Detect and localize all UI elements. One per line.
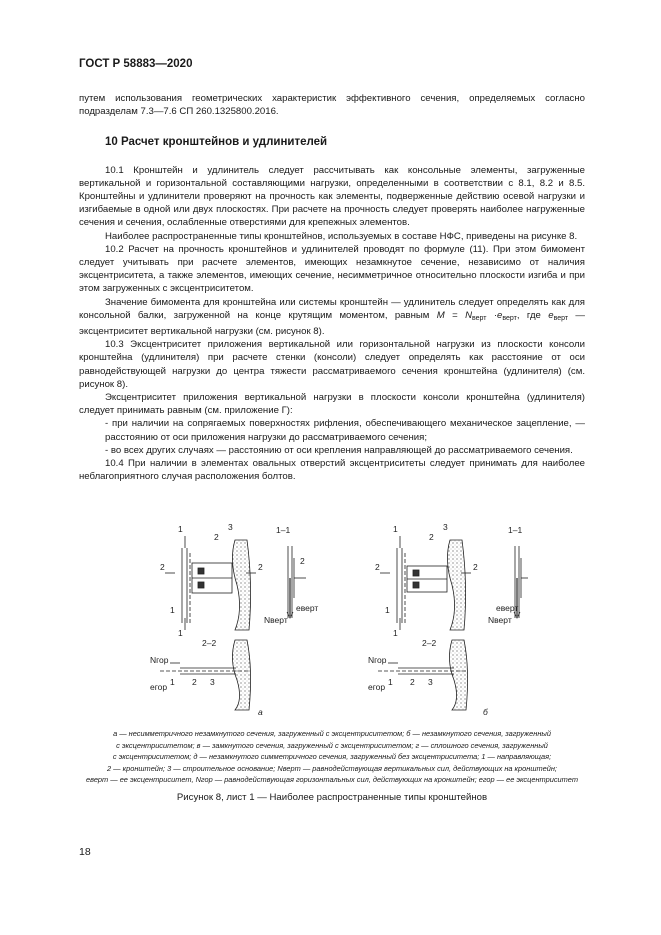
legend-line-1: а — несимметричного незамкнутого сечения, загруженный с эксцентриситетом; б — незамкнутого сечения, загруженный [113, 729, 551, 738]
variant-a-main-view [165, 536, 256, 630]
a-section-11-title: 1–1 [276, 525, 291, 535]
b-bracket-label: 2 [429, 532, 434, 542]
legend-line-5: eверт — ее эксцентриситет, Nгор — равнодействующая горизонтальных сил, действующих на кронштейн; eгор — ее эксцентриситет [86, 775, 578, 785]
a-cut2-left-label: 2 [160, 562, 165, 572]
a-s22-base: 3 [210, 677, 215, 687]
bullet-2: - во всех других случаях — расстоянию от оси крепления направляющей до рассматриваемого сечения. [105, 444, 573, 456]
intro-paragraph: путем использования геометрических характеристик эффективного сечения, определяемых согласно подразделам 7.3—7.6 СП 260.1325800.2016. [79, 93, 585, 118]
b-s22-bracket: 2 [410, 677, 415, 687]
b-cut2-right-label: 2 [473, 562, 478, 572]
b-rail-label: 1 [385, 605, 390, 615]
paragraph-eccentricity: Эксцентриситет приложения вертикальной нагрузки в плоскости консоли кронштейна (удлинителя) следует принимать равным (см. приложение Г): [79, 392, 585, 417]
a-base-label: 3 [228, 522, 233, 532]
a-bracket-label: 2 [214, 532, 219, 542]
paragraph-10-4: 10.4 При наличии в элементах овальных отверстий эксцентриситеты следует принимать для наиболее неблагоприятного случая расположения болтов. [79, 458, 585, 483]
b-cut1-top-label: 1 [393, 524, 398, 534]
figure-legend [79, 728, 585, 786]
a-cut1-top-label: 1 [178, 524, 183, 534]
a-nvert-label: Nверт [264, 615, 288, 625]
b-cut2-left-label: 2 [375, 562, 380, 572]
a-egor-label: eгор [150, 682, 168, 692]
legend-line-3: с эксцентриситетом; д — незамкнутого симметричного сечения, загруженный без эксцентриситета; 1 — направляющая; [112, 752, 552, 762]
b-egor-label: eгор [368, 682, 386, 692]
paragraph-10-2: 10.2 Расчет на прочность кронштейнов и удлинителей проводят по формуле (11). При этом бимомент следует учитывать при расчете элементов, имеющих незамкнутое сечение, независимо от наличия эксцентриситета, а также элементов, имеющих сечение, несимметричное относительно плоскости изгиба и при этом загруженных с эксцентриситетом. [79, 243, 585, 295]
a-s22-rail: 1 [170, 677, 175, 687]
variant-b-label: б [483, 707, 488, 717]
section-title: 10 Расчет кронштейнов и удлинителей [105, 136, 328, 149]
a-section-22-view [160, 640, 251, 710]
b-nvert-label: Nверт [488, 615, 512, 625]
a-cut2-right-label: 2 [258, 562, 263, 572]
main-text [79, 92, 585, 483]
figure-caption: Рисунок 8, лист 1 — Наиболее распространенные типы кронштейнов [176, 792, 488, 803]
variant-b-main-view [380, 536, 471, 630]
b-ngor-label: Nгор [368, 655, 387, 665]
a-rail-label: 1 [170, 605, 175, 615]
figure-8-brackets [140, 518, 530, 723]
b-section-22-title: 2–2 [422, 638, 437, 648]
paragraph-types: Наиболее распространенные типы кронштейнов, используемых в составе НФС, приведены на рисунке 8. [105, 230, 578, 242]
a-ngor-label: Nгор [150, 655, 169, 665]
b-s22-rail: 1 [388, 677, 393, 687]
b-s22-base: 3 [428, 677, 433, 687]
legend-line-4: 2 — кронштейн; 3 — строительное основание; Nверт — равнодействующая вертикальных сил, действующих на кронштейн; [107, 763, 557, 773]
a-s22-bracket: 2 [192, 677, 197, 687]
b-section-22-view [378, 640, 468, 710]
b-cut1-bottom-label: 1 [393, 628, 398, 638]
document-header: ГОСТ Р 58883—2020 [79, 58, 193, 70]
page-number: 18 [79, 846, 91, 858]
a-section-11-num: 2 [300, 556, 305, 566]
paragraph-10-1: 10.1 Кронштейн и удлинитель следует рассчитывать как консольные элементы, загруженные вертикальной и горизонтальной составляющими нагрузки, определенными в соответствии с 8.1, 8.2 и 8.5. Кронштейны и удлинители проверяют на прочность как элементы, подверженные действию осевой нагрузки и изгибаемые в одной или двух плоскостях. При расчете на прочность следует проверять наиболее нагруженные сечения и сечения, ослабленные отверстиями для крепежных элементов. [79, 164, 585, 229]
a-section-22-title: 2–2 [202, 638, 217, 648]
b-evert-label: eверт [496, 603, 519, 613]
b-section-11-title: 1–1 [508, 525, 523, 535]
variant-a-label: а [258, 707, 263, 717]
paragraph-10-3: 10.3 Эксцентриситет приложения вертикальной или горизонтальной нагрузки из плоскости консоли кронштейна (удлинителя) при расчете стенки (консоли) следует определять как расстояние от оси равнодействующей нагрузки до центра тяжести рассматриваемого сечения кронштейна (удлинителя) (см. рисунок 8). [79, 339, 585, 390]
bracket-drawing [140, 518, 530, 723]
paragraph-bimoment: Значение бимомента для кронштейна или системы кронштейн — удлинитель следует определять как для консольной балки, загруженной на конце крутящим моментом, равным $M = N_{верт} \cdot e_{верт}$, где $e_{верт}$ — эксцентриситет вертикальной нагрузки (см. рисунок 8). [79, 296, 586, 338]
a-cut1-bottom-label: 1 [178, 628, 183, 638]
legend-line-2: с эксцентриситетом; в — замкнутого сечения, загруженный с эксцентриситетом; г — сплошного сечения, загруженный [116, 740, 548, 750]
b-base-label: 3 [443, 522, 448, 532]
bullet-1: - при наличии на сопрягаемых поверхностях рифления, обеспечивающего механическое зацепление, — расстоянию от оси приложения нагрузки до рассматриваемого сечения; [105, 418, 585, 443]
a-evert-label: eверт [296, 603, 319, 613]
